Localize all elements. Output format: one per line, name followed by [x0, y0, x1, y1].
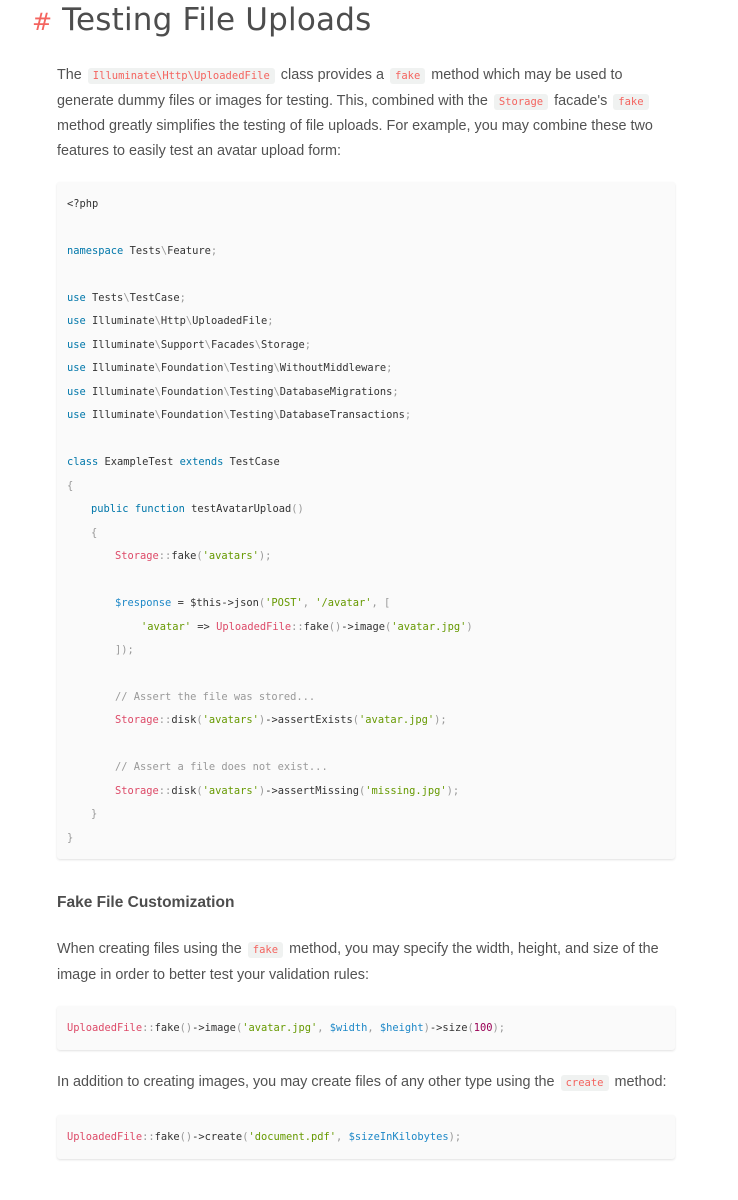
code-line: Storage::disk('avatars')->assertMissing('missing.jpg'); — [115, 785, 460, 797]
code-line: use Illuminate\Foundation\Testing\WithoutMiddleware; — [67, 362, 393, 374]
customization-paragraph: When creating files using the fake method, you may specify the width, height, and size of the image in order to better test your validation rules: — [57, 941, 659, 983]
intro-paragraph: The Illuminate\Http\UploadedFile class provides a fake method which may be used to generate dummy files or images for testing. This, combined with the Storage facade's fake method greatly simplifies the testing of file uploads. For example, you may combine these two features to easily test an avatar upload form: — [57, 67, 653, 159]
code-line: { — [91, 527, 98, 539]
create-files-paragraph: In addition to creating images, you may create files of any other type using the create method: — [57, 1074, 667, 1090]
code-line: ]); — [115, 644, 134, 656]
code-line: // Assert the file was stored... — [115, 691, 316, 703]
code-line: public function testAvatarUpload() — [91, 503, 304, 515]
code-line: Storage::fake('avatars'); — [115, 550, 272, 562]
page-heading — [32, 2, 371, 42]
code-line: <?php — [67, 198, 99, 210]
inline-code: Illuminate\Http\UploadedFile — [88, 68, 275, 84]
inline-code: fake — [248, 942, 283, 958]
code-block-create-file — [57, 1115, 675, 1159]
code-block-example-test — [57, 182, 675, 859]
code-line: Storage::disk('avatars')->assertExists('avatar.jpg'); — [115, 714, 447, 726]
code-line: UploadedFile::fake()->image('avatar.jpg', $width, $height)->size(100); — [67, 1022, 506, 1034]
code-line: use Illuminate\Foundation\Testing\DatabaseTransactions; — [67, 409, 412, 421]
inline-code: create — [561, 1075, 609, 1091]
inline-code: fake — [613, 94, 648, 110]
inline-code: fake — [390, 68, 425, 84]
heading-anchor-link[interactable]: # — [32, 8, 53, 36]
code-line: UploadedFile::fake()->create('document.pdf', $sizeInKilobytes); — [67, 1131, 462, 1143]
code-line: { — [67, 480, 74, 492]
code-line: use Illuminate\Foundation\Testing\DatabaseMigrations; — [67, 386, 399, 398]
code-line: use Illuminate\Http\UploadedFile; — [67, 315, 274, 327]
code-line: namespace Tests\Feature; — [67, 245, 218, 257]
code-line: } — [67, 832, 74, 844]
code-line: // Assert a file does not exist... — [115, 761, 328, 773]
page-title: Testing File Uploads — [62, 2, 372, 38]
code-line: use Illuminate\Support\Facades\Storage; — [67, 339, 312, 351]
code-line: use Tests\TestCase; — [67, 292, 186, 304]
code-line: class ExampleTest extends TestCase — [67, 456, 280, 468]
code-block-image-size — [57, 1006, 675, 1050]
section-heading-fake-file-customization: Fake File Customization — [57, 894, 235, 911]
code-line: 'avatar' => UploadedFile::fake()->image('avatar.jpg') — [141, 621, 473, 633]
inline-code: Storage — [494, 94, 548, 110]
code-line: } — [91, 808, 98, 820]
code-line: $response = $this->json('POST', '/avatar', [ — [115, 597, 391, 609]
